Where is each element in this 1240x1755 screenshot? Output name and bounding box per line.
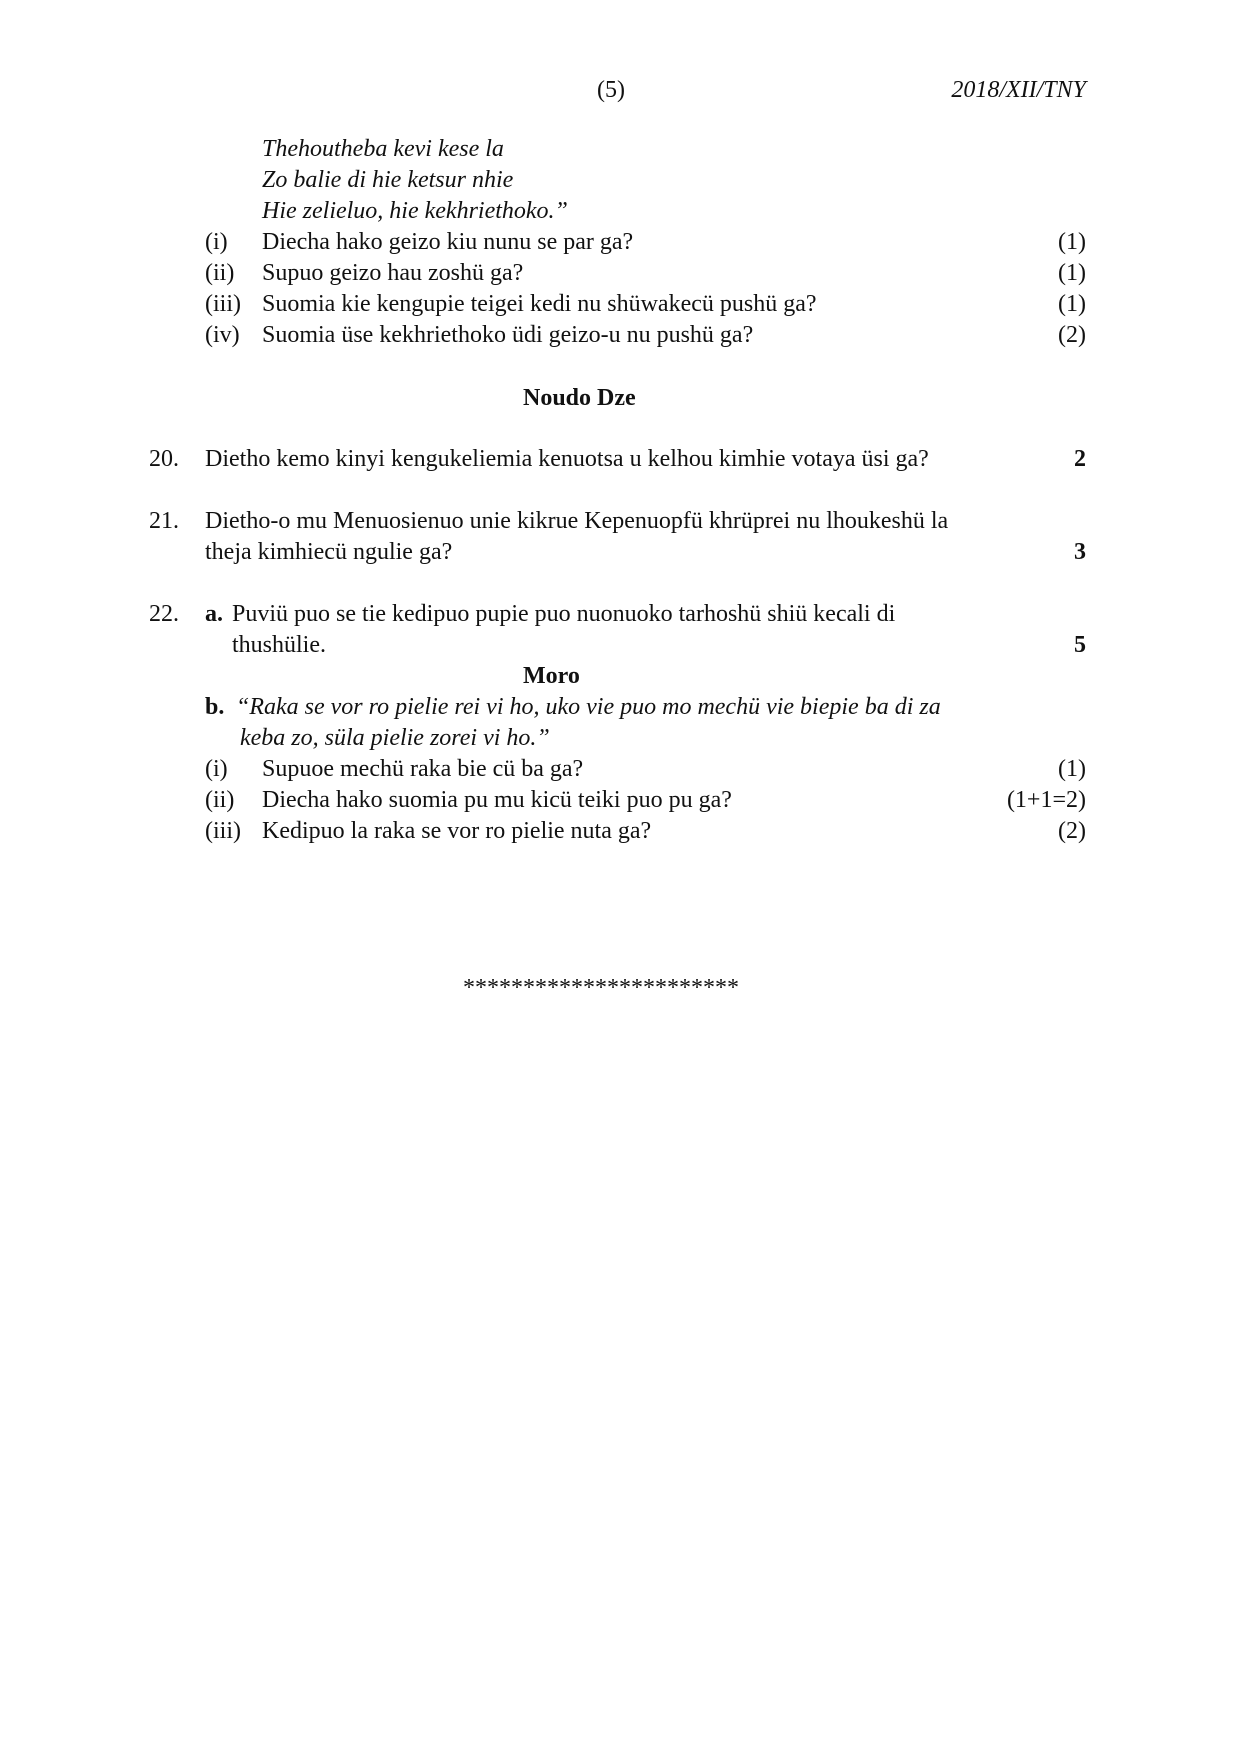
question-marks: 2	[1074, 446, 1086, 472]
question-number: 21.	[149, 508, 179, 534]
poem-line: Hie zelieluo, hie kekhriethoko.”	[262, 198, 568, 224]
page-number: (5)	[597, 77, 625, 103]
subquestion-marks: (1)	[1058, 756, 1086, 782]
subquestion-number: (iii)	[205, 291, 241, 317]
subquestion-marks: (1)	[1058, 260, 1086, 286]
subquestion-marks: (2)	[1058, 322, 1086, 348]
subquestion-text: Supuo geizo hau zoshü ga?	[262, 260, 524, 286]
poem-line: Zo balie di hie ketsur nhie	[262, 167, 514, 193]
question-marks: 5	[1074, 632, 1086, 658]
subquestion-number: (ii)	[205, 787, 235, 813]
subquestion-marks: (1)	[1058, 229, 1086, 255]
subquestion-text: Diecha hako suomia pu mu kicü teiki puo pu ga?	[262, 787, 732, 813]
subquestion-number: (i)	[205, 229, 228, 255]
subquestion-text: Supuoe mechü raka bie cü ba ga?	[262, 756, 584, 782]
subquestion-number: (i)	[205, 756, 228, 782]
subquestion-marks: (2)	[1058, 818, 1086, 844]
section-heading: Noudo Dze	[523, 385, 636, 411]
or-label: Moro	[523, 663, 580, 689]
subquestion-text: Kedipuo la raka se vor ro pielie nuta ga?	[262, 818, 652, 844]
end-marker: ***********************	[463, 975, 739, 1001]
question-text-line: thushülie.	[232, 632, 326, 658]
question-text-line: theja kimhiecü ngulie ga?	[205, 539, 453, 565]
subquestion-number: (iv)	[205, 322, 240, 348]
subquestion-text: Suomia üse kekhriethoko üdi geizo-u nu pushü ga?	[262, 322, 754, 348]
subquestion-text: Diecha hako geizo kiu nunu se par ga?	[262, 229, 634, 255]
subquestion-number: (ii)	[205, 260, 235, 286]
paper-code: 2018/XII/TNY	[951, 77, 1086, 103]
question-text: Dietho kemo kinyi kengukeliemia kenuotsa u kelhou kimhie votaya üsi ga?	[205, 446, 929, 472]
subquestion-text: Suomia kie kengupie teigei kedi nu shüwakecü pushü ga?	[262, 291, 817, 317]
subquestion-number: (iii)	[205, 818, 241, 844]
subquestion-marks: (1+1=2)	[1006, 787, 1086, 813]
question-text-line: Puviü puo se tie kedipuo pupie puo nuonuoko tarhoshü shiü kecali di	[232, 601, 896, 627]
poem-line: Thehoutheba kevi kese la	[262, 136, 504, 162]
subquestion-marks: (1)	[1058, 291, 1086, 317]
question-text-line: Dietho-o mu Menuosienuo unie kikrue Kepenuopfü khrüprei nu lhoukeshü la	[205, 508, 949, 534]
question-marks: 3	[1074, 539, 1086, 565]
question-number: 22.	[149, 601, 179, 627]
quote-line: “Raka se vor ro pielie rei vi ho, uko vie puo mo mechü vie biepie ba di za	[236, 694, 941, 720]
option-label: b.	[205, 694, 225, 720]
quote-line: keba zo, süla pielie zorei vi ho.”	[240, 725, 550, 751]
question-number: 20.	[149, 446, 179, 472]
option-label: a.	[205, 601, 223, 627]
